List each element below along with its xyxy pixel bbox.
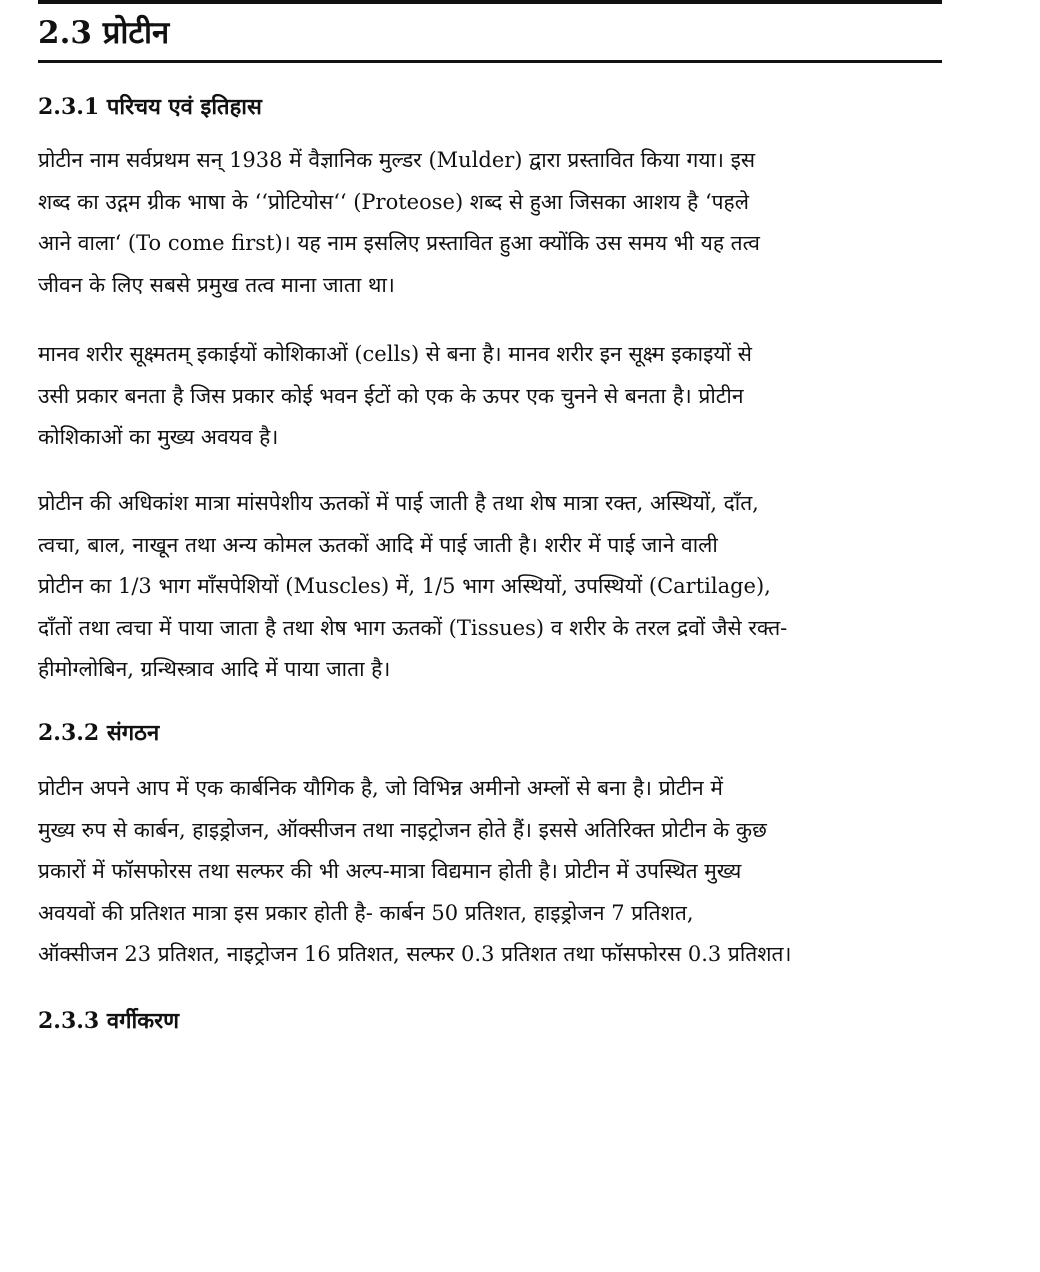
text-line: प्रोटीन अपने आप में एक कार्बनिक यौगिक है, जो विभिन्न अमीनो अम्लों से बना है। प्रोटीन में — [38, 776, 723, 800]
text-line: दाँतों तथा त्वचा में पाया जाता है तथा शेष भाग ऊतकों (Tissues) व शरीर के तरल द्रवों जैसे रक्त- — [38, 615, 788, 640]
subsection-heading-composition: 2.3.2 संगठन — [38, 720, 160, 746]
text-line: प्रोटीन की अधिकांश मात्रा मांसपेशीय ऊतकों में पाई जाती है तथा शेष मात्रा रक्त, अस्थियों, दाँत, — [38, 491, 759, 515]
paragraph-intro-2 — [38, 334, 942, 459]
section-title: 2.3 प्रोटीन — [38, 15, 170, 51]
text-line: प्रकारों में फॉसफोरस तथा सल्फर की भी अल्प-मात्रा विद्यमान होती है। प्रोटीन में उपस्थित मुख्य — [38, 859, 742, 883]
text-line: प्रोटीन का 1/3 भाग माँसपेशियों (Muscles) में, 1/5 भाग अस्थियों, उपस्थियों (Cartilage), — [38, 574, 771, 598]
text-line: ऑक्सीजन 23 प्रतिशत, नाइट्रोजन 16 प्रतिशत, सल्फर 0.3 प्रतिशत तथा फॉसफोरस 0.3 प्रतिशत। — [38, 942, 792, 966]
text-line: त्वचा, बाल, नाखून तथा अन्य कोमल ऊतकों आदि में पाई जाती है। शरीर में पाई जाने वाली — [38, 532, 718, 557]
paragraph-intro-3 — [38, 483, 942, 691]
text-line: मुख्य रुप से कार्बन, हाइड्रोजन, ऑक्सीजन तथा नाइट्रोजन होते हैं। इससे अतिरिक्त प्रोटीन के कुछ — [38, 817, 767, 842]
text-line: उसी प्रकार बनता है जिस प्रकार कोई भवन ईटों को एक के ऊपर एक चुनने से बनता है। प्रोटीन — [38, 383, 744, 408]
text-line: कोशिकाओं का मुख्य अवयव है। — [38, 425, 279, 449]
title-rule — [38, 60, 942, 63]
text-line: प्रोटीन नाम सर्वप्रथम सन् 1938 में वैज्ञानिक मुल्डर (Mulder) द्वारा प्रस्तावित किया गया। इस — [38, 148, 756, 172]
text-line: मानव शरीर सूक्ष्मतम् इकाईयों कोशिकाओं (cells) से बना है। मानव शरीर इन सूक्ष्म इकाइयों से — [38, 342, 752, 366]
subsection-heading-intro: 2.3.1 परिचय एवं इतिहास — [38, 94, 262, 120]
text-line: अवयवों की प्रतिशत मात्रा इस प्रकार होती है- कार्बन 50 प्रतिशत, हाइड्रोजन 7 प्रतिशत, — [38, 900, 694, 925]
text-line: हीमोग्लोबिन, ग्रन्थिस्त्राव आदि में पाया जाता है। — [38, 657, 391, 681]
paragraph-composition-1 — [38, 768, 942, 976]
text-line: आने वाला‘ (To come first)। यह नाम इसलिए प्रस्तावित हुआ क्योंकि उस समय भी यह तत्व — [38, 231, 760, 255]
paragraph-intro-1 — [38, 140, 942, 306]
top-rule — [38, 0, 942, 4]
text-line: शब्द का उद्गम ग्रीक भाषा के ‘‘प्रोटियोस‘‘ (Proteose) शब्द से हुआ जिसका आशय है ‘पहले — [38, 189, 749, 214]
text-line: जीवन के लिए सबसे प्रमुख तत्व माना जाता था। — [38, 272, 395, 297]
subsection-heading-classification: 2.3.3 वर्गीकरण — [38, 1008, 180, 1034]
